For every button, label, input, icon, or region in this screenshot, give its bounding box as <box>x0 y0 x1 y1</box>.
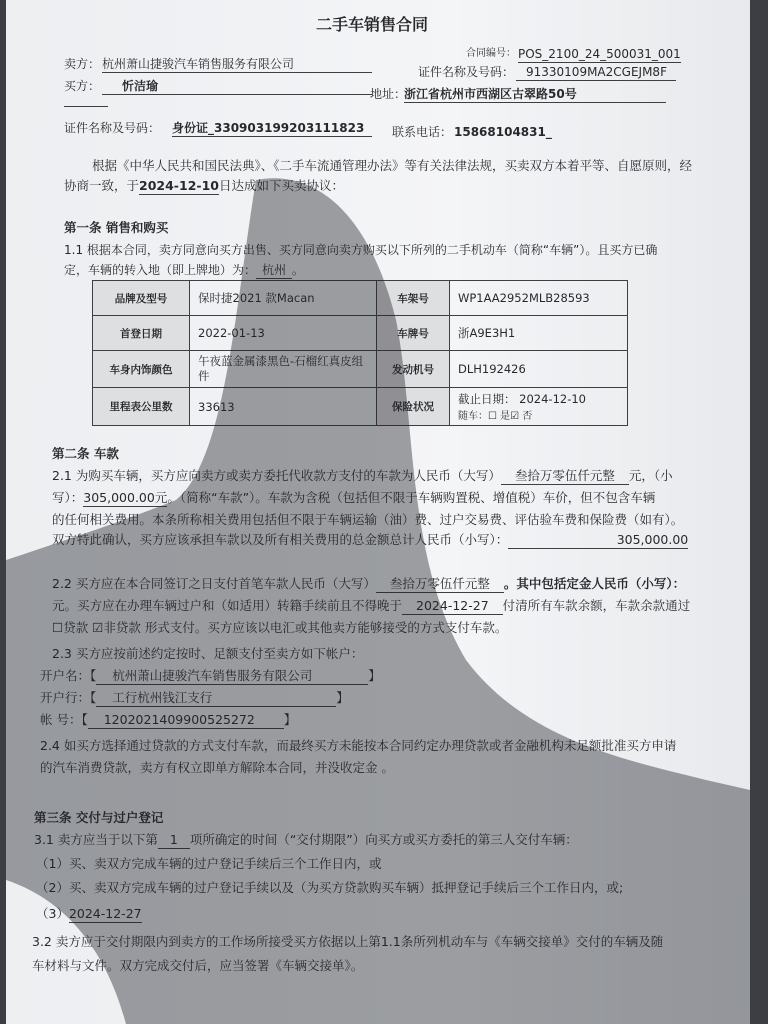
blank-line <box>64 96 108 107</box>
preamble-line2-b: 日达成如下买卖协议： <box>218 178 344 193</box>
account-no-close: 】 <box>283 712 297 727</box>
art2-l4-a: 双方特此确认，买方应该承担车款以及所有相关费用的总金额总计人民币（小写）： <box>52 532 509 547</box>
first-payment-cn: 叁拾万零伍仟元整 <box>376 576 504 593</box>
delivery-date: 2024-12-27 <box>68 906 142 921</box>
art2-l10: 的汽车消费贷款，卖方有权立即单方解除本合同，并没收定金 。 <box>40 760 394 775</box>
art3-o3 <box>36 906 142 923</box>
account-no-row <box>40 712 296 729</box>
art2-l2-a: 写）： <box>52 490 84 505</box>
account-name-row <box>40 668 381 685</box>
insurance-cell <box>450 388 628 426</box>
buyer-label: 买方： <box>64 79 101 93</box>
account-name-label: 开户名：【 <box>40 668 97 683</box>
table-row <box>93 351 628 388</box>
brand-value: 保时捷2021 款Macan <box>190 281 377 316</box>
buyer-id: 身份证_330903199203111823 <box>172 120 372 137</box>
insurance-with-car: 随车：☐ 是☑ 否 <box>458 411 533 422</box>
account-no-label: 帐 号：【 <box>40 712 88 727</box>
color-label: 车身内饰颜色 <box>93 351 190 388</box>
mileage-label: 里程表公里数 <box>93 388 190 426</box>
art2-l6-a: 元。买方应在办理车辆过户和（如适用）转籍手续前且不得晚于 <box>52 598 403 613</box>
art2-l3: 的任何相关费用。本条所称相关费用包括但不限于车辆运输（油）费、过户交易费、评估验车费和保险费（如有）。 <box>52 512 684 527</box>
bank-row <box>40 690 349 707</box>
table-row <box>93 281 628 316</box>
account-no: 1202021409900525272 <box>88 712 284 729</box>
art2-l7: ☐贷款 ☑非贷款 形式支付。买方应该以电汇或其他卖方能够接受的方式支付车款。 <box>52 620 508 635</box>
bank-name: 工行杭州钱江支行 <box>96 690 336 707</box>
bank-label: 开户行：【 <box>40 690 97 705</box>
engine-value: DLH192426 <box>450 351 628 388</box>
art2-l1-b: 元，（小 <box>628 468 673 483</box>
phone-label: 联系电话： <box>392 125 453 139</box>
art1-p1-line2-a: 定，车辆的转入地（即上牌地）为： <box>64 263 257 277</box>
delivery-item: 1 <box>158 832 190 849</box>
contract-no-label: 合同编号： <box>466 48 516 59</box>
art3-l1-a: 3.1 卖方应当于以下第 <box>34 832 158 847</box>
mileage-value: 33613 <box>190 388 377 426</box>
engine-label: 发动机号 <box>377 351 450 388</box>
seller-id: 91330109MA2CGEJM8F <box>516 64 676 81</box>
buyer-id-label: 证件名称及号码： <box>64 121 161 135</box>
art2-l6-b: 付清所有车款余额，车款余款通过 <box>502 598 691 613</box>
contract-no: POS_2100_24_500031_001 <box>518 47 681 61</box>
art2-l5-b: 。其中包括定金人民币（小写）： <box>503 576 686 591</box>
vin-label: 车架号 <box>377 281 450 316</box>
plate-label: 车牌号 <box>377 316 450 351</box>
art2-l1 <box>52 468 673 485</box>
balance-deadline: 2024-12-27 <box>402 598 503 615</box>
reg-date-value: 2022-01-13 <box>190 316 377 351</box>
total-amount: 305,000.00 <box>508 532 688 549</box>
account-name: 杭州萧山捷骏汽车销售服务有限公司 <box>96 668 368 685</box>
art2-l2-b: 。（简称“车款”）。车款为含税（包括但不限于车辆购置税、增值税）车价，但不包含车辆 <box>167 490 656 505</box>
preamble-line2-a: 协商一致，于 <box>64 178 140 193</box>
brand-label: 品牌及型号 <box>93 281 190 316</box>
art2-l8: 2.3 买方应按前述约定按时、足额支付至卖方如下帐户： <box>52 646 364 661</box>
art2-l1-a: 2.1 为购买车辆，买方应向卖方或卖方委托代收款方支付的车款为人民币（大写） <box>52 468 501 483</box>
seller-name: 杭州萧山捷骏汽车销售服务有限公司 <box>102 56 372 73</box>
art2-l2 <box>52 490 655 507</box>
preamble-line1: 根据《中华人民共和国民法典》、《二手车流通管理办法》等有关法律法规，买卖双方本着平等、自愿原则，经 <box>92 158 693 173</box>
color-value: 午夜蓝金属漆黑色-石榴红真皮组件 <box>190 351 377 388</box>
address: 浙江省杭州市西湖区古翠路50号 <box>404 86 666 103</box>
art3-l2: 3.2 卖方应于交付期限内到卖方的工作场所接受买方依据以上第1.1条所列机动车与《车辆交接单》交付的车辆及随 <box>32 934 664 949</box>
art2-l5-a: 2.2 买方应在本合同签订之日支付首笔车款人民币（大写） <box>52 576 376 591</box>
vin-value: WP1AA2952MLB28593 <box>450 281 628 316</box>
art3-o3-a: （3） <box>36 906 69 921</box>
art1-p1-line2-b: 。 <box>292 263 305 277</box>
address-label: 地址： <box>370 87 407 101</box>
transfer-city: 杭州 <box>256 262 292 279</box>
contract-page <box>6 0 750 1024</box>
table-row <box>93 388 628 426</box>
seller-id-label: 证件名称及号码： <box>418 65 515 79</box>
account-name-close: 】 <box>368 668 381 683</box>
preamble-line2 <box>64 178 344 195</box>
art2-l9: 2.4 如买方选择通过贷款的方式支付车款，而最终买方未能按本合同约定办理贷款或者金融机构未足额批准买方申请 <box>40 738 677 753</box>
art1-p1-line1: 1.1 根据本合同，卖方同意向买方出售、买方同意向卖方购买以下所列的二手机动车（简称“车辆”）。且买方已确 <box>64 243 658 257</box>
article3-heading: 第三条 交付与过户登记 <box>34 810 164 825</box>
agreement-date: 2024-12-10 <box>139 178 219 193</box>
page-title: 二手车销售合同 <box>316 15 429 34</box>
bank-close: 】 <box>336 690 349 705</box>
art3-l3: 车材料与文件。双方完成交付后，应当签署《车辆交接单》。 <box>32 958 364 973</box>
seller-label: 卖方： <box>64 57 101 71</box>
insurance-label: 保险状况 <box>377 388 450 426</box>
vehicle-info-table <box>92 280 628 426</box>
reg-date-label: 首登日期 <box>93 316 190 351</box>
art1-p1-line2 <box>64 262 304 279</box>
article2-heading: 第二条 车款 <box>52 446 119 461</box>
table-row <box>93 316 628 351</box>
art3-o2: （2）买、卖双方完成车辆的过户登记手续以及（为买方贷款购买车辆）抵押登记手续后三个工作日内，或; <box>36 880 624 895</box>
plate-value: 浙A9E3H1 <box>450 316 628 351</box>
insurance-expiry: 截止日期： 2024-12-10 <box>458 392 586 406</box>
art2-l5 <box>52 576 685 593</box>
art3-o1: （1）买、卖双方完成车辆的过户登记手续后三个工作日内，或 <box>36 856 382 871</box>
article1-heading: 第一条 销售和购买 <box>64 220 169 235</box>
phone: 15868104831_ <box>454 125 552 139</box>
art2-l6 <box>52 598 690 615</box>
art3-l1 <box>34 832 578 849</box>
price-num: 305,000.00元 <box>83 490 168 505</box>
art2-l4 <box>52 532 688 549</box>
price-cn: 叁拾万零伍仟元整 <box>501 468 629 485</box>
buyer-name: 忻洁瑜 <box>102 78 372 95</box>
art3-l1-b: 项所确定的时间（“交付期限”）向买方或买方委托的第三人交付车辆： <box>189 832 578 847</box>
